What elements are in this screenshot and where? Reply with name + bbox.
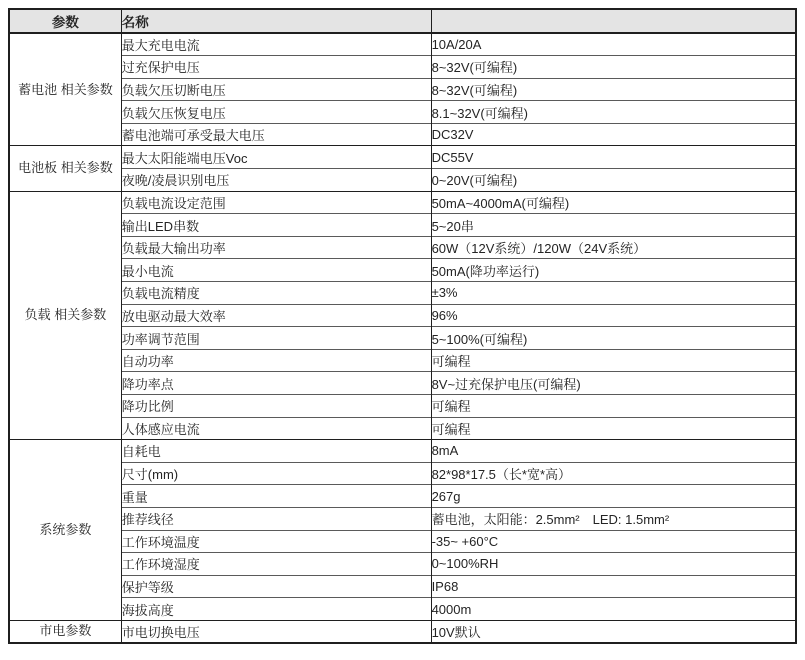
param-value: 蓄电池，太阳能：2.5mm² LED: 1.5mm² <box>431 507 796 530</box>
param-name: 输出LED串数 <box>121 214 431 237</box>
param-name: 过充保护电压 <box>121 56 431 79</box>
param-value: IP68 <box>431 575 796 598</box>
table-row <box>9 327 796 350</box>
param-name: 夜晚/凌晨识别电压 <box>121 169 431 192</box>
group-label: 市电参数 <box>9 620 121 643</box>
param-name: 工作环境温度 <box>121 530 431 553</box>
param-value: 10V默认 <box>431 620 796 643</box>
table-row <box>9 575 796 598</box>
param-value: 10A/20A <box>431 37 482 53</box>
param-name: 最大太阳能端电压Voc <box>121 146 431 169</box>
header-param: 参数 <box>9 9 121 33</box>
group-label: 负载 相关参数 <box>9 191 121 440</box>
table-row <box>9 214 796 237</box>
table-row <box>9 282 796 305</box>
param-value: 96% <box>431 304 796 327</box>
param-value: 267g <box>431 485 796 508</box>
table-row <box>9 259 796 282</box>
table-row <box>9 146 796 169</box>
table-row <box>9 191 796 214</box>
table-row <box>9 395 796 418</box>
param-value: 8~32V(可编程) <box>431 78 796 101</box>
table-row <box>9 236 796 259</box>
table-row <box>9 169 796 192</box>
table-row <box>9 123 796 146</box>
param-value: 可编程 <box>431 349 796 372</box>
param-value: 8~32V(可编程) <box>431 56 796 79</box>
table-row <box>9 440 796 463</box>
header-name: 名称 <box>121 9 431 33</box>
param-name: 市电切换电压 <box>121 620 431 643</box>
table-row <box>9 372 796 395</box>
table-row <box>9 553 796 576</box>
param-value: DC32V <box>431 123 796 146</box>
param-value: 8mA <box>431 440 796 463</box>
param-value: 可编程 <box>431 395 796 418</box>
table-row <box>9 530 796 553</box>
group-label: 系统参数 <box>9 440 121 621</box>
param-name: 推荐线径 <box>121 507 431 530</box>
table-row <box>9 33 796 56</box>
param-value: 50mA(降功率运行) <box>431 259 796 282</box>
param-name: 降功比例 <box>121 395 431 418</box>
param-value: 5~100%(可编程) <box>431 327 796 350</box>
table-row <box>9 620 796 643</box>
param-value: 50mA~4000mA(可编程) <box>431 191 796 214</box>
group-label: 电池板 相关参数 <box>9 146 121 191</box>
param-name: 人体感应电流 <box>121 417 431 440</box>
param-value: 可编程 <box>431 417 796 440</box>
spec-table <box>8 8 797 644</box>
param-name: 海拔高度 <box>121 598 431 621</box>
param-value: 8.1~32V(可编程) <box>431 101 796 124</box>
table-row <box>9 417 796 440</box>
table-header-row <box>9 9 796 33</box>
param-value: 5~20串 <box>431 214 796 237</box>
param-name: 蓄电池端可承受最大电压 <box>121 123 431 146</box>
param-name: 负载电流精度 <box>121 282 431 305</box>
table-row <box>9 349 796 372</box>
param-value: 4000m <box>431 598 796 621</box>
table-row <box>9 56 796 79</box>
param-name: 自耗电 <box>121 440 431 463</box>
param-value: DC55V <box>431 146 796 169</box>
group-label: 蓄电池 相关参数 <box>9 33 121 146</box>
param-name: 负载欠压切断电压 <box>121 78 431 101</box>
param-value: 82*98*17.5（长*宽*高） <box>431 462 796 485</box>
param-name: 功率调节范围 <box>121 327 431 350</box>
param-name: 放电驱动最大效率 <box>121 304 431 327</box>
param-name: 工作环境湿度 <box>121 553 431 576</box>
param-value: 60W（12V系统）/120W（24V系统） <box>431 236 796 259</box>
param-value: 0~20V(可编程) <box>431 169 796 192</box>
table-row <box>9 101 796 124</box>
param-name: 尺寸(mm) <box>121 462 431 485</box>
param-name: 负载最大输出功率 <box>121 236 431 259</box>
header-value <box>431 9 796 33</box>
param-name: 降功率点 <box>121 372 431 395</box>
param-name: 负载欠压恢复电压 <box>121 101 431 124</box>
table-row <box>9 598 796 621</box>
table-row <box>9 78 796 101</box>
param-value: 0~100%RH <box>431 553 796 576</box>
param-name: 最大充电电流 <box>121 33 431 56</box>
param-name: 负载电流设定范围 <box>121 191 431 214</box>
param-name: 最小电流 <box>121 259 431 282</box>
table-row <box>9 462 796 485</box>
param-value: ±3% <box>431 282 796 305</box>
table-row <box>9 485 796 508</box>
param-value: -35~ +60°C <box>431 530 796 553</box>
param-name: 保护等级 <box>121 575 431 598</box>
param-value: 8V~过充保护电压(可编程) <box>431 372 796 395</box>
param-name: 重量 <box>121 485 431 508</box>
param-name: 自动功率 <box>121 349 431 372</box>
table-row <box>9 304 796 327</box>
spec-table-body <box>9 33 796 643</box>
table-row <box>9 507 796 530</box>
